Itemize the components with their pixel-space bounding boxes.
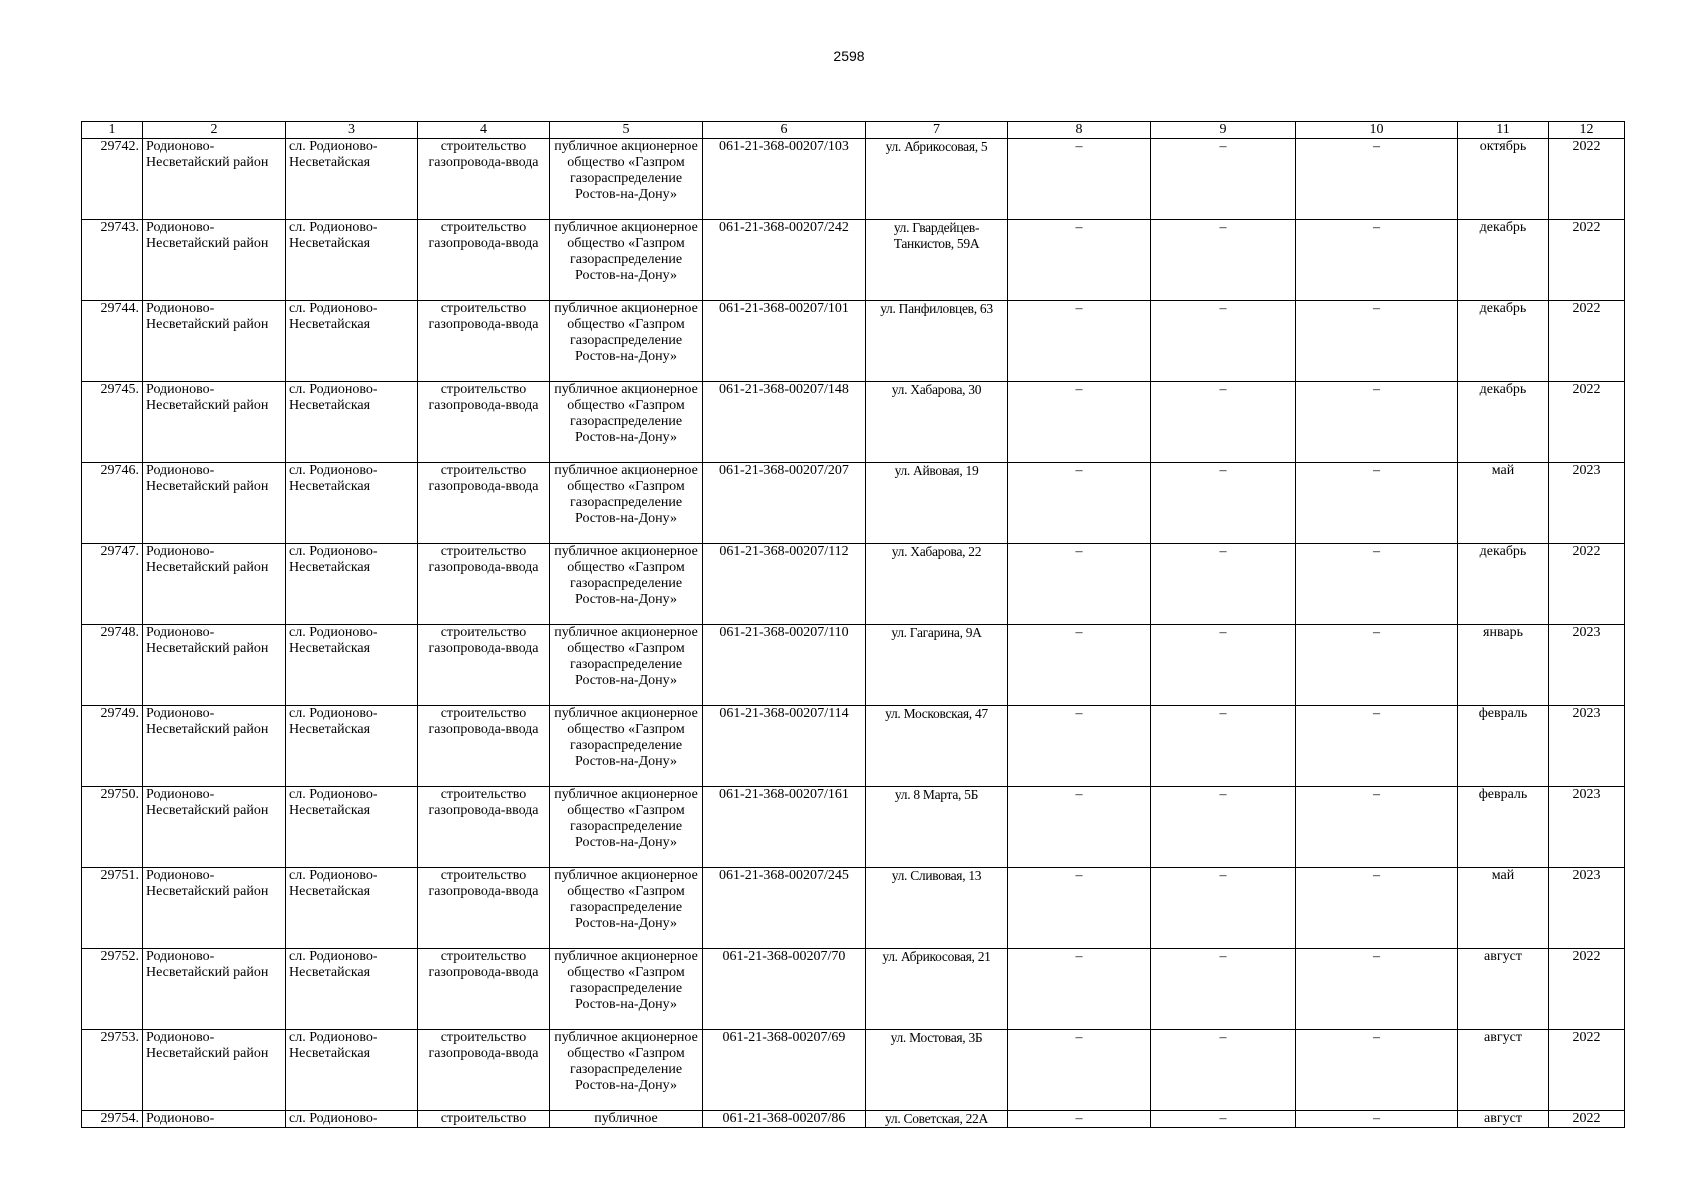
column-8-cell: – [1008,301,1151,382]
address-cell: ул. Гагарина, 9А [866,625,1008,706]
address-cell: ул. Мостовая, 3Б [866,1030,1008,1111]
year-cell: 2022 [1549,1111,1625,1128]
column-9-cell: – [1151,544,1296,625]
month-cell: май [1458,463,1549,544]
address-cell: ул. Советская, 22А [866,1111,1008,1128]
table-row [82,787,1625,868]
month-cell: февраль [1458,706,1549,787]
table-row [82,301,1625,382]
column-header: 9 [1151,122,1296,139]
table-row [82,625,1625,706]
address-cell: ул. Айвовая, 19 [866,463,1008,544]
register-table [81,121,1625,1128]
table-body [82,139,1625,1128]
settlement-cell: сл. Родионово-Несветайская [286,220,418,301]
page-number: 2598 [833,48,865,64]
row-number: 29750. [82,787,143,868]
column-header: 10 [1296,122,1458,139]
work-cell: строительство [418,1111,550,1128]
table-row [82,220,1625,301]
column-8-cell: – [1008,787,1151,868]
code-cell: 061-21-368-00207/242 [703,220,866,301]
district-cell: Родионово-Несветайский район [143,463,286,544]
year-cell: 2022 [1549,544,1625,625]
row-number: 29747. [82,544,143,625]
year-cell: 2023 [1549,868,1625,949]
code-cell: 061-21-368-00207/110 [703,625,866,706]
district-cell: Родионово-Несветайский район [143,1030,286,1111]
column-8-cell: – [1008,706,1151,787]
row-number: 29753. [82,1030,143,1111]
column-8-cell: – [1008,949,1151,1030]
work-cell: строительство газопровода-ввода [418,139,550,220]
settlement-cell: сл. Родионово-Несветайская [286,139,418,220]
district-cell: Родионово- [143,1111,286,1128]
column-10-cell: – [1296,544,1458,625]
table-row [82,1030,1625,1111]
column-10-cell: – [1296,625,1458,706]
column-9-cell: – [1151,868,1296,949]
district-cell: Родионово-Несветайский район [143,139,286,220]
row-number: 29752. [82,949,143,1030]
column-header: 5 [550,122,703,139]
row-number: 29749. [82,706,143,787]
column-8-cell: – [1008,220,1151,301]
month-cell: август [1458,949,1549,1030]
organization-cell: публичное акционерное общество «Газпром газораспределение Ростов-на-Дону» [550,382,703,463]
column-8-cell: – [1008,1030,1151,1111]
column-8-cell: – [1008,868,1151,949]
year-cell: 2022 [1549,301,1625,382]
column-10-cell: – [1296,787,1458,868]
column-header: 1 [82,122,143,139]
organization-cell: публичное акционерное общество «Газпром газораспределение Ростов-на-Дону» [550,706,703,787]
column-header: 8 [1008,122,1151,139]
column-10-cell: – [1296,301,1458,382]
table-row [82,463,1625,544]
settlement-cell: сл. Родионово-Несветайская [286,868,418,949]
table-row [82,382,1625,463]
column-8-cell: – [1008,463,1151,544]
column-9-cell: – [1151,1111,1296,1128]
row-number: 29745. [82,382,143,463]
code-cell: 061-21-368-00207/207 [703,463,866,544]
year-cell: 2022 [1549,382,1625,463]
month-cell: декабрь [1458,382,1549,463]
address-cell: ул. Гвардейцев-Танкистов, 59А [866,220,1008,301]
table-row [82,868,1625,949]
organization-cell: публичное акционерное общество «Газпром газораспределение Ростов-на-Дону» [550,787,703,868]
district-cell: Родионово-Несветайский район [143,787,286,868]
organization-cell: публичное акционерное общество «Газпром газораспределение Ростов-на-Дону» [550,625,703,706]
code-cell: 061-21-368-00207/148 [703,382,866,463]
address-cell: ул. Панфиловцев, 63 [866,301,1008,382]
organization-cell: публичное акционерное общество «Газпром газораспределение Ростов-на-Дону» [550,868,703,949]
code-cell: 061-21-368-00207/70 [703,949,866,1030]
organization-cell: публичное акционерное общество «Газпром газораспределение Ростов-на-Дону» [550,463,703,544]
column-header: 4 [418,122,550,139]
column-header: 7 [866,122,1008,139]
settlement-cell: сл. Родионово- [286,1111,418,1128]
organization-cell: публичное акционерное общество «Газпром газораспределение Ростов-на-Дону» [550,544,703,625]
address-cell: ул. Хабарова, 22 [866,544,1008,625]
district-cell: Родионово-Несветайский район [143,868,286,949]
settlement-cell: сл. Родионово-Несветайская [286,382,418,463]
work-cell: строительство газопровода-ввода [418,544,550,625]
column-8-cell: – [1008,382,1151,463]
address-cell: ул. 8 Марта, 5Б [866,787,1008,868]
month-cell: август [1458,1111,1549,1128]
month-cell: декабрь [1458,301,1549,382]
organization-cell: публичное [550,1111,703,1128]
month-cell: февраль [1458,787,1549,868]
work-cell: строительство газопровода-ввода [418,868,550,949]
column-10-cell: – [1296,139,1458,220]
organization-cell: публичное акционерное общество «Газпром газораспределение Ростов-на-Дону» [550,1030,703,1111]
district-cell: Родионово-Несветайский район [143,625,286,706]
year-cell: 2022 [1549,949,1625,1030]
row-number: 29744. [82,301,143,382]
column-9-cell: – [1151,949,1296,1030]
row-number: 29743. [82,220,143,301]
column-10-cell: – [1296,220,1458,301]
address-cell: ул. Абрикосовая, 21 [866,949,1008,1030]
district-cell: Родионово-Несветайский район [143,544,286,625]
settlement-cell: сл. Родионово-Несветайская [286,301,418,382]
month-cell: декабрь [1458,544,1549,625]
organization-cell: публичное акционерное общество «Газпром газораспределение Ростов-на-Дону» [550,301,703,382]
address-cell: ул. Московская, 47 [866,706,1008,787]
district-cell: Родионово-Несветайский район [143,949,286,1030]
row-number: 29754. [82,1111,143,1128]
year-cell: 2022 [1549,1030,1625,1111]
month-cell: январь [1458,625,1549,706]
year-cell: 2022 [1549,220,1625,301]
column-10-cell: – [1296,1030,1458,1111]
column-header: 11 [1458,122,1549,139]
column-10-cell: – [1296,706,1458,787]
settlement-cell: сл. Родионово-Несветайская [286,1030,418,1111]
year-cell: 2023 [1549,463,1625,544]
address-cell: ул. Хабарова, 30 [866,382,1008,463]
district-cell: Родионово-Несветайский район [143,706,286,787]
table-row [82,949,1625,1030]
work-cell: строительство газопровода-ввода [418,787,550,868]
column-10-cell: – [1296,1111,1458,1128]
column-10-cell: – [1296,949,1458,1030]
organization-cell: публичное акционерное общество «Газпром газораспределение Ростов-на-Дону» [550,139,703,220]
column-9-cell: – [1151,706,1296,787]
column-10-cell: – [1296,868,1458,949]
column-header: 6 [703,122,866,139]
work-cell: строительство газопровода-ввода [418,706,550,787]
month-cell: август [1458,1030,1549,1111]
month-cell: декабрь [1458,220,1549,301]
code-cell: 061-21-368-00207/69 [703,1030,866,1111]
header-row [82,122,1625,139]
work-cell: строительство газопровода-ввода [418,220,550,301]
settlement-cell: сл. Родионово-Несветайская [286,787,418,868]
organization-cell: публичное акционерное общество «Газпром газораспределение Ростов-на-Дону» [550,220,703,301]
district-cell: Родионово-Несветайский район [143,382,286,463]
table-row [82,139,1625,220]
code-cell: 061-21-368-00207/245 [703,868,866,949]
work-cell: строительство газопровода-ввода [418,625,550,706]
table-row [82,1111,1625,1128]
column-9-cell: – [1151,382,1296,463]
work-cell: строительство газопровода-ввода [418,1030,550,1111]
column-8-cell: – [1008,1111,1151,1128]
code-cell: 061-21-368-00207/114 [703,706,866,787]
code-cell: 061-21-368-00207/103 [703,139,866,220]
code-cell: 061-21-368-00207/86 [703,1111,866,1128]
month-cell: май [1458,868,1549,949]
year-cell: 2023 [1549,787,1625,868]
column-9-cell: – [1151,787,1296,868]
column-header: 12 [1549,122,1625,139]
table-row [82,544,1625,625]
column-header: 2 [143,122,286,139]
year-cell: 2023 [1549,625,1625,706]
settlement-cell: сл. Родионово-Несветайская [286,706,418,787]
column-9-cell: – [1151,301,1296,382]
settlement-cell: сл. Родионово-Несветайская [286,625,418,706]
organization-cell: публичное акционерное общество «Газпром газораспределение Ростов-на-Дону» [550,949,703,1030]
column-9-cell: – [1151,463,1296,544]
code-cell: 061-21-368-00207/101 [703,301,866,382]
code-cell: 061-21-368-00207/161 [703,787,866,868]
work-cell: строительство газопровода-ввода [418,949,550,1030]
address-cell: ул. Сливовая, 13 [866,868,1008,949]
year-cell: 2023 [1549,706,1625,787]
column-8-cell: – [1008,139,1151,220]
address-cell: ул. Абрикосовая, 5 [866,139,1008,220]
column-9-cell: – [1151,1030,1296,1111]
settlement-cell: сл. Родионово-Несветайская [286,463,418,544]
year-cell: 2022 [1549,139,1625,220]
column-8-cell: – [1008,544,1151,625]
row-number: 29742. [82,139,143,220]
row-number: 29751. [82,868,143,949]
column-8-cell: – [1008,625,1151,706]
column-9-cell: – [1151,220,1296,301]
work-cell: строительство газопровода-ввода [418,301,550,382]
row-number: 29748. [82,625,143,706]
row-number: 29746. [82,463,143,544]
column-10-cell: – [1296,382,1458,463]
column-9-cell: – [1151,625,1296,706]
column-header: 3 [286,122,418,139]
table-row [82,706,1625,787]
settlement-cell: сл. Родионово-Несветайская [286,949,418,1030]
work-cell: строительство газопровода-ввода [418,382,550,463]
district-cell: Родионово-Несветайский район [143,220,286,301]
work-cell: строительство газопровода-ввода [418,463,550,544]
month-cell: октябрь [1458,139,1549,220]
district-cell: Родионово-Несветайский район [143,301,286,382]
code-cell: 061-21-368-00207/112 [703,544,866,625]
column-10-cell: – [1296,463,1458,544]
column-9-cell: – [1151,139,1296,220]
settlement-cell: сл. Родионово-Несветайская [286,544,418,625]
